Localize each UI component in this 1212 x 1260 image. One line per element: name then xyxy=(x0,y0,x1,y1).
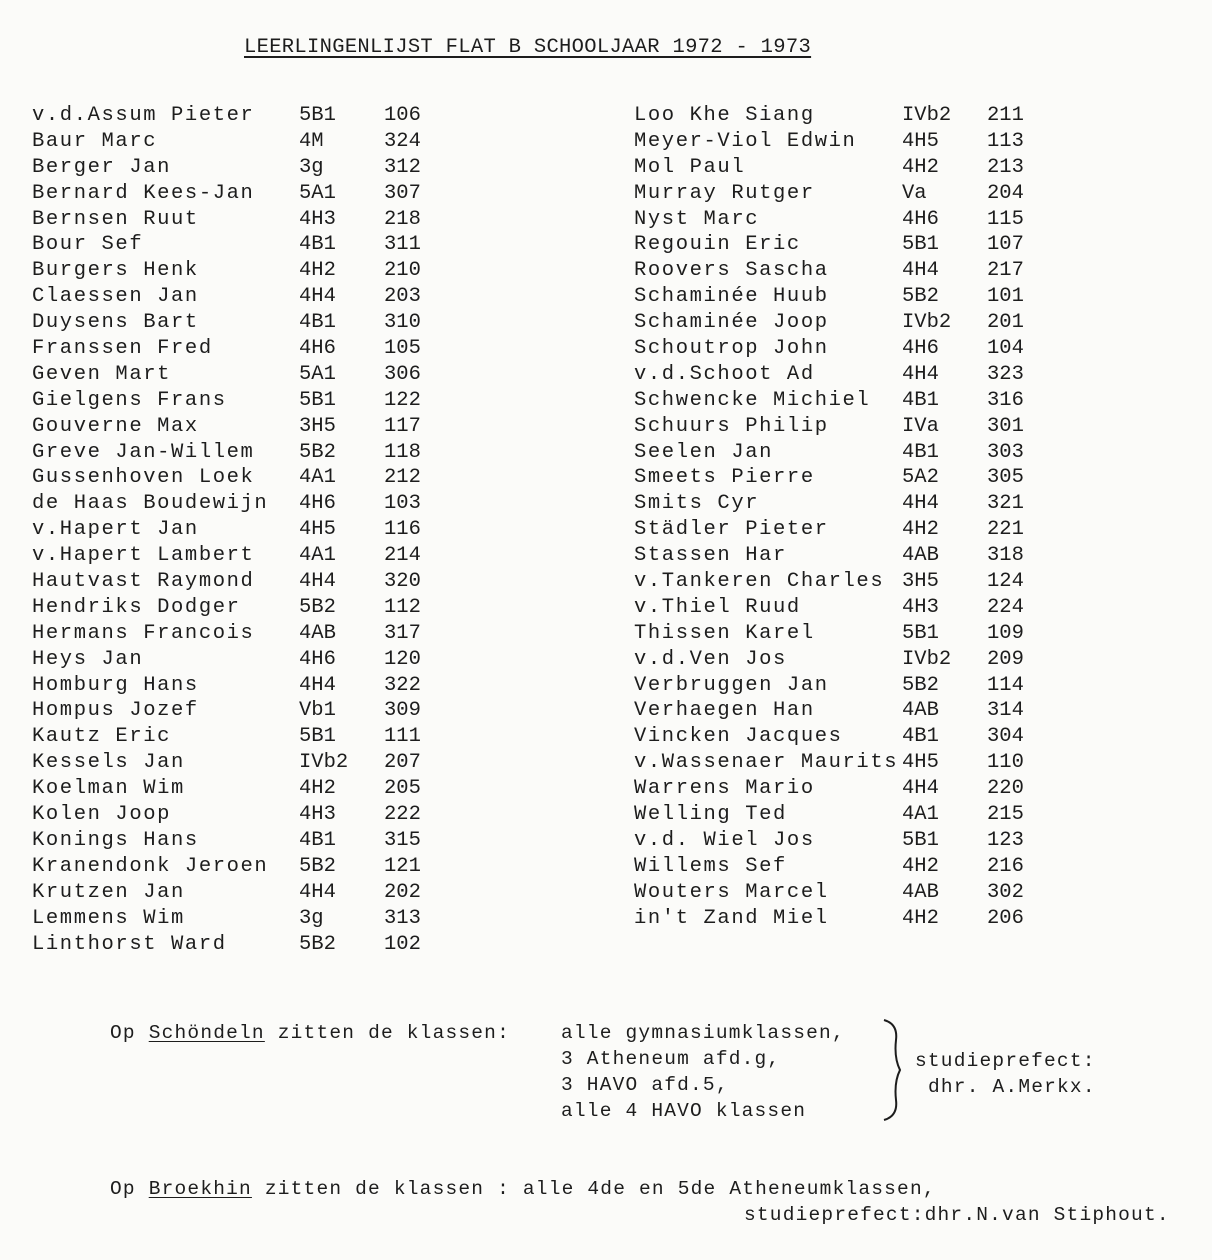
student-class: 4M xyxy=(299,129,324,153)
student-name: Murray Rutger xyxy=(634,181,815,205)
student-class: 4A1 xyxy=(299,466,336,490)
student-class: 4H2 xyxy=(902,518,939,542)
student-room: 121 xyxy=(384,854,421,878)
student-room: 205 xyxy=(384,777,421,801)
student-room: 309 xyxy=(384,699,421,723)
student-name: Schuurs Philip xyxy=(634,414,829,438)
student-room: 203 xyxy=(384,285,421,309)
student-class: 3g xyxy=(299,906,324,930)
student-room: 209 xyxy=(987,647,1024,671)
student-room: 101 xyxy=(987,285,1024,309)
student-class: 4H2 xyxy=(902,854,939,878)
student-room: 113 xyxy=(987,129,1024,153)
student-name: Seelen Jan xyxy=(634,440,774,464)
student-class: 5B2 xyxy=(299,854,336,878)
student-room: 314 xyxy=(987,699,1024,723)
student-class: 4H3 xyxy=(299,207,336,231)
broekhin-prefect: studieprefect:dhr.N.van Stiphout. xyxy=(744,1204,1170,1226)
student-room: 111 xyxy=(384,725,421,749)
student-room: 304 xyxy=(987,725,1024,749)
student-name: v.d. Wiel Jos xyxy=(634,828,815,852)
student-name: v.d.Schoot Ad xyxy=(634,362,815,386)
student-room: 224 xyxy=(987,595,1024,619)
student-name: v.Hapert Jan xyxy=(32,518,199,542)
student-room: 218 xyxy=(384,207,421,231)
student-class: 4H5 xyxy=(299,518,336,542)
student-name: v.Tankeren Charles xyxy=(634,570,885,594)
student-room: 112 xyxy=(384,595,421,619)
student-room: 201 xyxy=(987,311,1024,335)
student-class: 5B2 xyxy=(299,932,336,956)
student-class: 4B1 xyxy=(299,233,336,257)
student-class: 3g xyxy=(299,155,324,179)
student-name: Kranendonk Jeroen xyxy=(32,854,269,878)
student-class: 5B2 xyxy=(902,285,939,309)
student-room: 115 xyxy=(987,207,1024,231)
student-name: Heys Jan xyxy=(32,647,144,671)
student-name: Linthorst Ward xyxy=(32,932,227,956)
student-class: IVb2 xyxy=(299,751,349,775)
student-class: 4H6 xyxy=(902,337,939,361)
student-name: Stassen Har xyxy=(634,544,787,568)
student-class: 4H2 xyxy=(299,777,336,801)
student-room: 220 xyxy=(987,777,1024,801)
student-room: 311 xyxy=(384,233,421,257)
student-room: 212 xyxy=(384,466,421,490)
student-class: 5B2 xyxy=(902,673,939,697)
curly-brace-icon xyxy=(876,1018,906,1122)
student-name: Baur Marc xyxy=(32,129,158,153)
student-name: Gielgens Frans xyxy=(32,388,227,412)
student-class: IVb2 xyxy=(902,104,952,127)
student-room: 211 xyxy=(987,104,1024,127)
student-class: 4H4 xyxy=(902,492,939,516)
student-name: Willems Sef xyxy=(634,854,787,878)
student-room: 104 xyxy=(987,337,1024,361)
student-class: 4H2 xyxy=(902,155,939,179)
student-class: 4H4 xyxy=(299,880,336,904)
student-class: 5A1 xyxy=(299,362,336,386)
student-class: 4H5 xyxy=(902,129,939,153)
student-class: 5A2 xyxy=(902,466,939,490)
student-class: 4A1 xyxy=(299,544,336,568)
student-room: 105 xyxy=(384,337,421,361)
student-room: 214 xyxy=(384,544,421,568)
student-class: 5B1 xyxy=(299,388,336,412)
broekhin-suffix: zitten de klassen : xyxy=(264,1178,510,1200)
student-class: 4H2 xyxy=(902,906,939,930)
student-room: 322 xyxy=(384,673,421,697)
student-class: IVa xyxy=(902,414,939,438)
student-room: 206 xyxy=(987,906,1024,930)
student-class: 4H2 xyxy=(299,259,336,283)
student-room: 317 xyxy=(384,621,421,645)
student-class: 4H4 xyxy=(902,259,939,283)
student-class: 4H3 xyxy=(299,803,336,827)
student-name: Schoutrop John xyxy=(634,337,829,361)
student-room: 117 xyxy=(384,414,421,438)
student-name: Koelman Wim xyxy=(32,777,185,801)
student-name: Krutzen Jan xyxy=(32,880,185,904)
student-class: 4H6 xyxy=(299,492,336,516)
student-class: 5B1 xyxy=(902,828,939,852)
student-room: 303 xyxy=(987,440,1024,464)
student-name: Verbruggen Jan xyxy=(634,673,829,697)
student-room: 114 xyxy=(987,673,1024,697)
student-name: v.d.Ven Jos xyxy=(634,647,787,671)
student-name: Smeets Pierre xyxy=(634,466,815,490)
schondeln-location: Schöndeln xyxy=(148,1022,265,1044)
student-name: Kessels Jan xyxy=(32,751,185,775)
schondeln-prefect-name: dhr. A.Merkx. xyxy=(928,1076,1096,1098)
student-room: 324 xyxy=(384,129,421,153)
student-room: 221 xyxy=(987,518,1024,542)
student-class: 4H4 xyxy=(299,673,336,697)
student-name: Lemmens Wim xyxy=(32,906,185,930)
broekhin-prefix: Op xyxy=(110,1178,136,1200)
student-class: 4B1 xyxy=(902,440,939,464)
student-room: 316 xyxy=(987,388,1024,412)
schondeln-prefect-label: studieprefect: xyxy=(915,1050,1096,1072)
student-class: 5B1 xyxy=(902,621,939,645)
student-name: Kautz Eric xyxy=(32,725,172,749)
student-class: 4A1 xyxy=(902,803,939,827)
student-class: Va xyxy=(902,181,927,205)
student-room: 321 xyxy=(987,492,1024,516)
student-name: Berger Jan xyxy=(32,155,172,179)
schondeln-prefix: Op xyxy=(110,1022,136,1044)
student-class: 5A1 xyxy=(299,181,336,205)
student-class: 3H5 xyxy=(902,570,939,594)
student-room: 305 xyxy=(987,466,1024,490)
student-name: Meyer-Viol Edwin xyxy=(634,129,857,153)
student-name: Franssen Fred xyxy=(32,337,213,361)
student-room: 110 xyxy=(987,751,1024,775)
student-room: 315 xyxy=(384,828,421,852)
schondeln-class-4: alle 4 HAVO klassen xyxy=(561,1100,807,1122)
student-name: Duysens Bart xyxy=(32,311,199,335)
student-room: 204 xyxy=(987,181,1024,205)
student-class: IVb2 xyxy=(902,647,952,671)
student-name: Kolen Joop xyxy=(32,803,172,827)
student-class: 4H6 xyxy=(902,207,939,231)
student-name: Smits Cyr xyxy=(634,492,760,516)
student-class: 4B1 xyxy=(299,828,336,852)
broekhin-heading xyxy=(110,1178,936,1200)
student-name: Burgers Henk xyxy=(32,259,199,283)
student-name: Roovers Sascha xyxy=(634,259,829,283)
student-name: Schaminée Huub xyxy=(634,285,829,309)
student-room: 109 xyxy=(987,621,1024,645)
student-class: 4H4 xyxy=(299,285,336,309)
student-name: Geven Mart xyxy=(32,362,172,386)
student-name: de Haas Boudewijn xyxy=(32,492,269,516)
student-name: Bour Sef xyxy=(32,233,144,257)
student-name: Vincken Jacques xyxy=(634,725,843,749)
student-class: 4H4 xyxy=(902,362,939,386)
student-room: 210 xyxy=(384,259,421,283)
student-name: Warrens Mario xyxy=(634,777,815,801)
student-name: Welling Ted xyxy=(634,803,787,827)
student-name: Bernsen Ruut xyxy=(32,207,199,231)
student-name: Mol Paul xyxy=(634,155,746,179)
student-name: v.Wassenaer Maurits xyxy=(634,751,899,775)
student-name: Hompus Jozef xyxy=(32,699,199,723)
student-room: 306 xyxy=(384,362,421,386)
student-class: Vb1 xyxy=(299,699,336,723)
student-room: 207 xyxy=(384,751,421,775)
student-name: Wouters Marcel xyxy=(634,880,829,904)
student-room: 102 xyxy=(384,932,421,956)
student-name: Greve Jan-Willem xyxy=(32,440,255,464)
page-title: LEERLINGENLIJST FLAT B SCHOOLJAAR 1972 - 1973 xyxy=(244,36,812,59)
student-name: Schaminée Joop xyxy=(634,311,829,335)
student-room: 123 xyxy=(987,828,1024,852)
student-class: 4B1 xyxy=(902,725,939,749)
student-room: 312 xyxy=(384,155,421,179)
student-name: Regouin Eric xyxy=(634,233,801,257)
student-name: Hendriks Dodger xyxy=(32,595,241,619)
student-name: Nyst Marc xyxy=(634,207,760,231)
student-class: IVb2 xyxy=(902,311,952,335)
student-class: 4H4 xyxy=(299,570,336,594)
student-class: 5B1 xyxy=(902,233,939,257)
student-class: 4AB xyxy=(902,699,939,723)
broekhin-classes: alle 4de en 5de Atheneumklassen, xyxy=(522,1178,936,1200)
student-name: Städler Pieter xyxy=(634,518,829,542)
student-class: 4AB xyxy=(299,621,336,645)
student-name: Homburg Hans xyxy=(32,673,199,697)
student-class: 4AB xyxy=(902,880,939,904)
student-class: 4H6 xyxy=(299,647,336,671)
schondeln-heading xyxy=(110,1022,510,1044)
student-name: v.Hapert Lambert xyxy=(32,544,255,568)
student-class: 5B2 xyxy=(299,595,336,619)
student-room: 116 xyxy=(384,518,421,542)
student-class: 4H6 xyxy=(299,337,336,361)
student-room: 216 xyxy=(987,854,1024,878)
schondeln-class-2: 3 Atheneum afd.g, xyxy=(561,1048,781,1070)
student-name: Thissen Karel xyxy=(634,621,815,645)
student-class: 3H5 xyxy=(299,414,336,438)
student-room: 217 xyxy=(987,259,1024,283)
student-class: 4B1 xyxy=(299,311,336,335)
student-class: 4H4 xyxy=(902,777,939,801)
student-name: Hermans Francois xyxy=(32,621,255,645)
student-name: Loo Khe Siang xyxy=(634,104,815,127)
student-class: 4B1 xyxy=(902,388,939,412)
student-room: 307 xyxy=(384,181,421,205)
student-room: 313 xyxy=(384,906,421,930)
student-name: v.d.Assum Pieter xyxy=(32,104,255,127)
schondeln-class-1: alle gymnasiumklassen, xyxy=(561,1022,845,1044)
student-room: 213 xyxy=(987,155,1024,179)
student-room: 122 xyxy=(384,388,421,412)
student-name: Gussenhoven Loek xyxy=(32,466,255,490)
student-room: 320 xyxy=(384,570,421,594)
student-name: Verhaegen Han xyxy=(634,699,815,723)
schondeln-suffix: zitten de klassen: xyxy=(277,1022,510,1044)
schondeln-class-3: 3 HAVO afd.5, xyxy=(561,1074,729,1096)
student-name: Hautvast Raymond xyxy=(32,570,255,594)
student-room: 106 xyxy=(384,104,421,127)
student-name: Konings Hans xyxy=(32,828,199,852)
student-name: Schwencke Michiel xyxy=(634,388,871,412)
student-room: 323 xyxy=(987,362,1024,386)
broekhin-location: Broekhin xyxy=(148,1178,252,1200)
student-class: 4H3 xyxy=(902,595,939,619)
student-name: in't Zand Miel xyxy=(634,906,829,930)
student-room: 302 xyxy=(987,880,1024,904)
student-room: 301 xyxy=(987,414,1024,438)
student-room: 120 xyxy=(384,647,421,671)
student-room: 202 xyxy=(384,880,421,904)
student-name: Claessen Jan xyxy=(32,285,199,309)
student-class: 4H5 xyxy=(902,751,939,775)
student-room: 215 xyxy=(987,803,1024,827)
student-class: 5B1 xyxy=(299,104,336,127)
student-room: 118 xyxy=(384,440,421,464)
student-room: 107 xyxy=(987,233,1024,257)
student-room: 124 xyxy=(987,570,1024,594)
student-class: 5B2 xyxy=(299,440,336,464)
student-class: 5B1 xyxy=(299,725,336,749)
student-name: v.Thiel Ruud xyxy=(634,595,801,619)
student-room: 103 xyxy=(384,492,421,516)
student-name: Gouverne Max xyxy=(32,414,199,438)
student-room: 318 xyxy=(987,544,1024,568)
student-class: 4AB xyxy=(902,544,939,568)
student-name: Bernard Kees-Jan xyxy=(32,181,255,205)
student-room: 222 xyxy=(384,803,421,827)
student-room: 310 xyxy=(384,311,421,335)
